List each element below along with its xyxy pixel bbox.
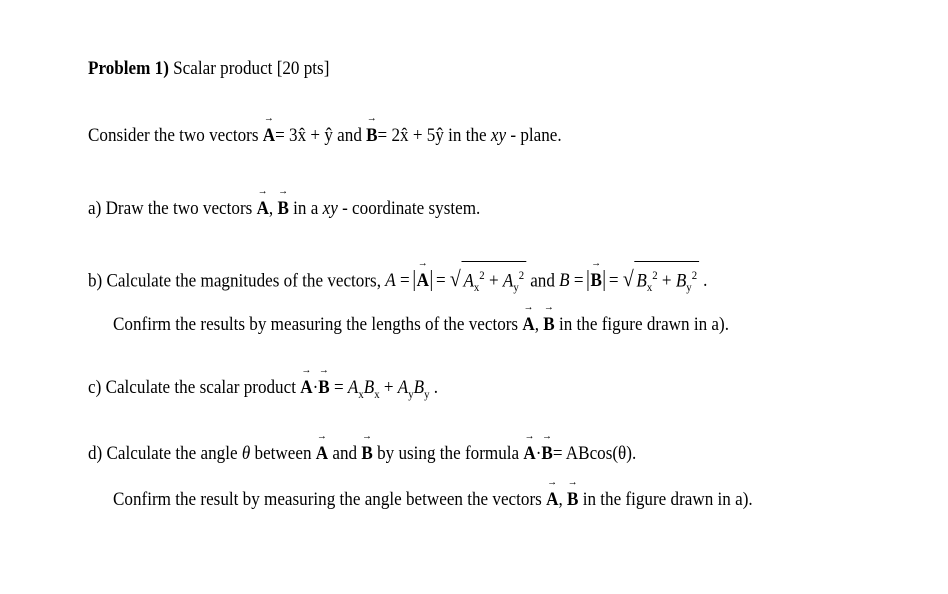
vector-B: → B: [541, 441, 552, 467]
part-a-in-a: in a: [293, 198, 319, 219]
vector-A: → A: [546, 487, 558, 513]
vector-A: → A: [316, 441, 328, 467]
part-d-confirm-tail: in the figure drawn in a).: [582, 489, 753, 510]
intro-text: Consider the two vectors: [88, 125, 259, 146]
vector-B: → B: [567, 487, 578, 513]
vector-A: → A: [523, 441, 535, 467]
part-b-confirm: Confirm the results by measuring the lengths of the vectors → A, → B in the figure drawn in a).: [113, 312, 729, 338]
part-c: [88, 375, 438, 407]
part-d: d) Calculate the angle θ between → A and → B by using the formula → A·→ B= ABcos(θ).: [88, 441, 636, 467]
part-a-label: a): [88, 198, 102, 219]
magnitude-B-formula: B = → B = √ $B_x^2 + B_y^2$ .: [559, 270, 707, 291]
part-a-xy: xy: [322, 198, 338, 219]
part-b-confirm-text: Confirm the results by measuring the lengths of the vectors: [113, 314, 519, 335]
part-d-text2: by using the formula: [377, 443, 520, 464]
part-c-text: Calculate the scalar product: [105, 377, 296, 398]
part-b-confirm-tail: in the figure drawn in a).: [558, 314, 729, 335]
part-d-label: d): [88, 443, 103, 464]
theta-symbol: θ: [241, 443, 251, 464]
vector-A-expression: = 3x̂ + ŷ: [275, 125, 333, 146]
part-d-text1: Calculate the angle: [106, 443, 238, 464]
vector-B-expression: = 2x̂ + 5ŷ: [377, 125, 444, 146]
intro-xy: xy: [490, 125, 507, 146]
part-b: [88, 261, 707, 300]
magnitude-A-formula: A = → A = √ $A_x^2 + A_y^2$: [385, 270, 530, 291]
part-b-text: Calculate the magnitudes of the vectors,: [106, 270, 381, 292]
part-d-confirm-text: Confirm the result by measuring the angle between the vectors: [113, 489, 542, 510]
part-a: a) Draw the two vectors → A, → B in a xy - coordinate system.: [88, 196, 480, 222]
vector-A: → A: [522, 312, 534, 338]
part-b-and: and: [530, 270, 555, 292]
part-b-label: b): [88, 270, 103, 292]
intro-line: [88, 123, 562, 149]
problem-heading: [88, 56, 329, 82]
problem-points: [20 pts]: [276, 58, 330, 79]
vector-A: → A: [257, 196, 269, 222]
vector-B: → B: [543, 312, 554, 338]
part-a-text: Draw the two vectors: [105, 198, 253, 219]
vector-B: → B: [366, 123, 377, 149]
angle-formula: = ABcos(θ).: [552, 443, 637, 464]
problem-title: Scalar product: [173, 58, 273, 79]
part-a-system: - coordinate system.: [342, 198, 481, 219]
part-d-and: and: [332, 443, 358, 464]
intro-in-the: in the: [448, 125, 487, 146]
problem-label: Problem 1): [88, 58, 169, 79]
part-c-label: c): [88, 377, 102, 398]
part-d-between: between: [254, 443, 312, 464]
vector-B: → B: [361, 441, 372, 467]
part-d-confirm: Confirm the result by measuring the angle between the vectors → A, → B in the figure drawn in a).: [113, 487, 753, 513]
vector-A: → A: [263, 123, 275, 149]
intro-plane: - plane.: [510, 125, 562, 146]
scalar-product-formula: → $A\cdot\to B = A_xB_x + A_yB_y$ .: [300, 377, 438, 398]
vector-B: → B: [277, 196, 288, 222]
intro-and: and: [337, 125, 362, 146]
